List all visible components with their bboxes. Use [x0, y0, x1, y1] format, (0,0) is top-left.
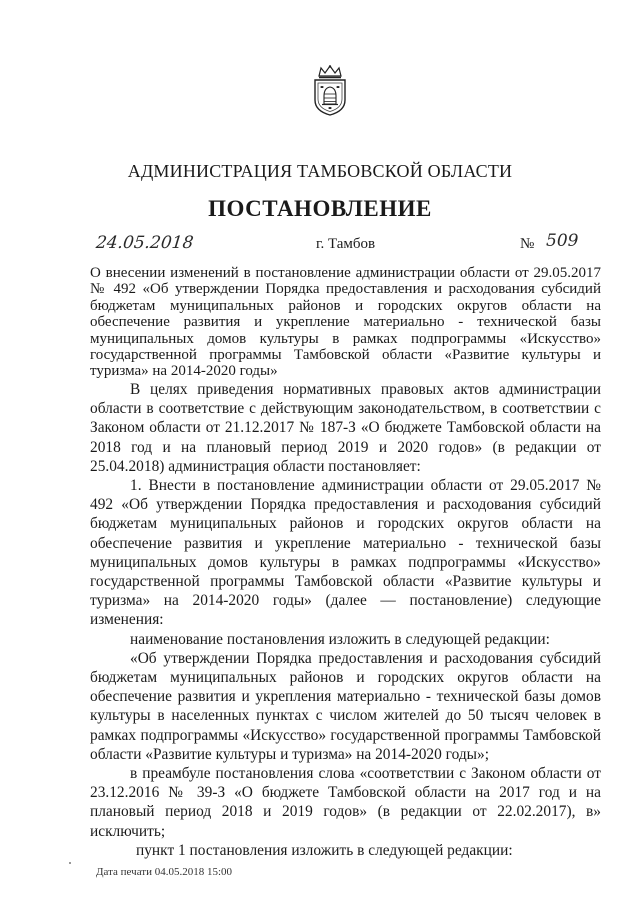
document-body — [90, 380, 601, 860]
document-type-title: ПОСТАНОВЛЕНИЕ — [208, 196, 432, 221]
document-city: г. Тамбов — [316, 236, 376, 252]
body-paragraph-item-1: 1. Внести в постановление администрации области от 29.05.2017 № 492 «Об утверждении Порядка предоставления и расходования субсидий бюджетам муниципальных районов и городских округов области на обеспечение развития и укрепление материально - технической базы муниципальных домов культуры в рамках подпрограммы «Искусство» государственной программы Тамбовской области «Развитие культуры и туризма» на 2014-2020 годы» (далее — постановление) следующие изменения: — [90, 477, 601, 629]
document-number-label: № — [520, 236, 535, 252]
body-paragraph-preamble-change: в преамбуле постановления слова «соответствии с Законом области от 23.12.2016 № 39-З «О бюджете Тамбовской области на 2017 год и на плановый период 2018 и 2019 годов» (в редакции от 22.02.2017), в» исключить; — [90, 765, 601, 840]
document-subject: О внесении изменений в постановление администрации области от 29.05.2017 № 492 «Об утверждении Порядка предоставления и расходования субсидий бюджетам муниципальных районов и городских округов области на обеспечение развития и укрепление материально - технической базы муниципальных домов культуры в рамках подпрограммы «Искусство» государственной программы Тамбовской области «Развитие культуры и туризма» на 2014-2020 годы» — [90, 265, 601, 380]
body-paragraph-title-change: наименование постановления изложить в следующей редакции: — [130, 630, 550, 648]
body-paragraph-new-title: «Об утверждении Порядка предоставления и расходования субсидий бюджетам муниципальных районов и городских округов области на обеспечение развития и укрепления материально - технической базы домов культуры в населенных пунктах с числом жителей до 50 тысяч человек в рамках подпрограммы «Искусство» государственной программы Тамбовской области «Развитие культуры и туризма» на 2014-2020 годы»; — [90, 649, 601, 763]
document-date: 24.05.2018 — [94, 233, 195, 253]
document-number: 509 — [546, 231, 579, 251]
scan-speck — [69, 862, 71, 864]
body-paragraph-point-1: пункт 1 постановления изложить в следующей редакции: — [136, 841, 513, 859]
body-paragraph-preamble: В целях приведения нормативных правовых актов администрации области в соответствие с действующим законодательством, в соответствии с Законом области от 21.12.2017 № 187-З «О бюджете Тамбовской области на 2018 год и на плановый период 2019 и 2020 годов» (в редакции от 25.04.2018) администрация области постановляет: — [90, 381, 601, 475]
organization-name: АДМИНИСТРАЦИЯ ТАМБОВСКОЙ ОБЛАСТИ — [127, 161, 513, 181]
tambov-coat-of-arms-icon — [311, 64, 349, 116]
print-date-footer: Дата печати 04.05.2018 15:00 — [96, 866, 233, 878]
